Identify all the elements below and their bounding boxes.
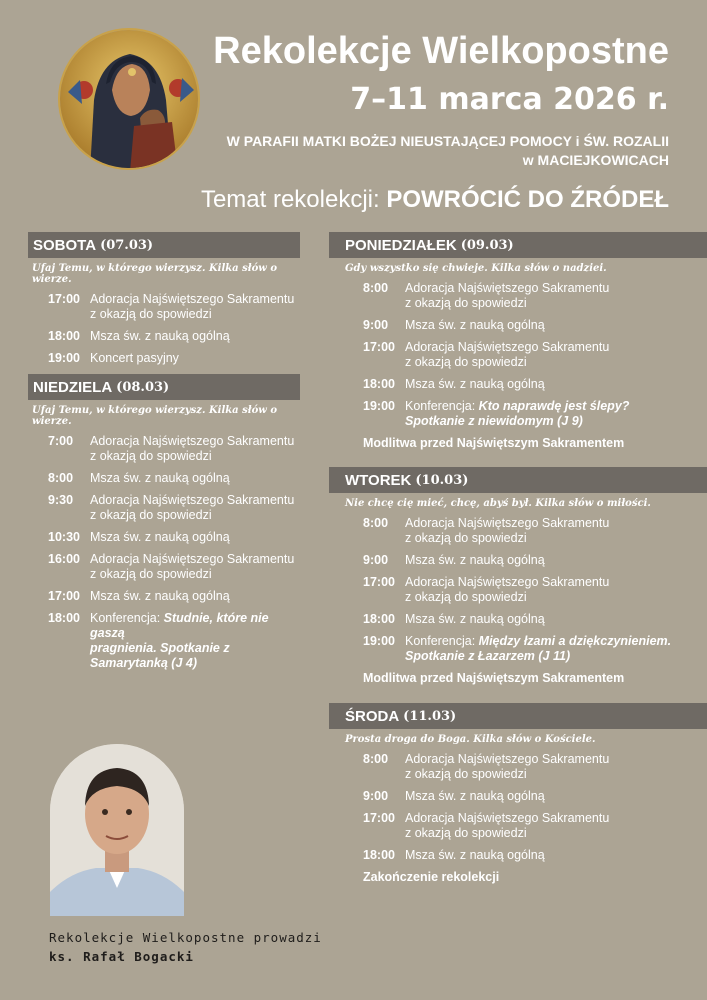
day-wtorek [329, 467, 707, 685]
parish-name [199, 132, 669, 170]
schedule-item: 10:30 Msza św. z nauką ogólną [48, 530, 230, 544]
day-name: SOBOTA [33, 236, 97, 254]
priest-portrait [50, 744, 184, 916]
day-closing: Modlitwa przed Najświętszym Sakramentem [363, 436, 625, 450]
schedule-item: 8:00 Adoracja Najświętszego Sakramentu z okazją do spowiedzi [363, 516, 610, 545]
schedule-item: 8:00 Msza św. z nauką ogólną [48, 471, 230, 485]
leader-name: ks. Rafał Bogacki [49, 949, 194, 964]
event-dates: 7–11 marca 2026 r. [350, 82, 669, 117]
day-name: PONIEDZIAŁEK [345, 236, 457, 254]
schedule-item: 18:00 Msza św. z nauką ogólną [48, 329, 230, 343]
day-header [329, 703, 707, 729]
day-header [329, 467, 707, 493]
schedule-item: 17:00 Msza św. z nauką ogólną [48, 589, 230, 603]
day-motto: Nie chcę cię mieć, chcę, abyś był. Kilka słów o miłości. [345, 498, 651, 509]
schedule-item: 8:00 Adoracja Najświętszego Sakramentu z okazją do spowiedzi [363, 281, 610, 310]
day-motto: Gdy wszystko się chwieje. Kilka słów o nadziei. [345, 263, 607, 274]
parish-line-1: W PARAFII MATKI BOŻEJ NIEUSTAJĄCEJ POMOCY i ŚW. ROZALII [226, 133, 669, 149]
day-date: (07.03) [100, 237, 154, 253]
schedule-item: 9:00 Msza św. z nauką ogólną [363, 318, 545, 332]
day-date: (10.03) [415, 472, 469, 488]
leader-caption: Rekolekcje Wielkopostne prowadzi [49, 930, 322, 945]
day-header [28, 232, 300, 258]
schedule-item: 18:00 Msza św. z nauką ogólną [363, 377, 545, 391]
day-closing: Zakończenie rekolekcji [363, 870, 500, 884]
day-header [28, 374, 300, 400]
schedule-item: 18:00 Konferencja: Studnie, które nie gaszą pragnienia. Spotkanie z Samarytanką (J 4) [48, 611, 269, 670]
schedule-item: 17:00 Adoracja Najświętszego Sakramentu z okazją do spowiedzi [363, 811, 610, 840]
day-motto: Ufaj Temu, w którego wierzysz. Kilka słów o wierze. [32, 263, 278, 285]
schedule-item: 18:00 Msza św. z nauką ogólną [363, 848, 545, 862]
schedule-item: 18:00 Msza św. z nauką ogólną [363, 612, 545, 626]
schedule-item: 9:00 Msza św. z nauką ogólną [363, 789, 545, 803]
schedule-item: 16:00 Adoracja Najświętszego Sakramentu z okazją do spowiedzi [48, 552, 295, 581]
page-title: Rekolekcje Wielkopostne [213, 30, 669, 72]
theme-value: POWRÓCIĆ DO ŹRÓDEŁ [386, 186, 669, 213]
schedule-item: 7:00 Adoracja Najświętszego Sakramentu z okazją do spowiedzi [48, 434, 295, 463]
schedule-item: 19:00 Koncert pasyjny [48, 351, 179, 365]
day-header [329, 232, 707, 258]
day-date: (11.03) [403, 708, 457, 724]
day-closing: Modlitwa przed Najświętszym Sakramentem [363, 671, 625, 685]
schedule-item: 8:00 Adoracja Najświętszego Sakramentu z okazją do spowiedzi [363, 752, 610, 781]
day-sroda [329, 703, 707, 884]
day-name: WTOREK [345, 471, 412, 489]
parish-line-2: w MACIEJKOWICACH [522, 152, 669, 168]
schedule-item: 17:00 Adoracja Najświętszego Sakramentu z okazją do spowiedzi [363, 340, 610, 369]
schedule-item: 19:00 Konferencja: Kto naprawdę jest ślepy? Spotkanie z niewidomym (J 9) [363, 399, 630, 428]
schedule-item: 9:00 Msza św. z nauką ogólną [363, 553, 545, 567]
day-motto: Ufaj Temu, w którego wierzysz. Kilka słów o wierze. [32, 405, 278, 427]
day-poniedzialek [329, 232, 707, 450]
day-niedziela [28, 374, 300, 678]
schedule-item: 19:00 Konferencja: Między łzami a dziękczynieniem. Spotkanie z Łazarzem (J 11) [363, 634, 672, 663]
retreat-theme [201, 186, 669, 214]
schedule-item: 17:00 Adoracja Najświętszego Sakramentu z okazją do spowiedzi [363, 575, 610, 604]
day-sobota [28, 232, 300, 373]
day-date: (08.03) [116, 379, 170, 395]
theme-label: Temat rekolekcji: [200, 186, 380, 213]
day-name: ŚRODA [345, 707, 400, 725]
madonna-icon [58, 28, 200, 170]
day-motto: Prosta droga do Boga. Kilka słów o Kościele. [345, 734, 596, 745]
schedule-item: 9:30 Adoracja Najświętszego Sakramentu z okazją do spowiedzi [48, 493, 295, 522]
schedule-item: 17:00 Adoracja Najświętszego Sakramentu z okazją do spowiedzi [48, 292, 295, 321]
day-name: NIEDZIELA [33, 378, 113, 396]
day-date: (09.03) [460, 237, 514, 253]
